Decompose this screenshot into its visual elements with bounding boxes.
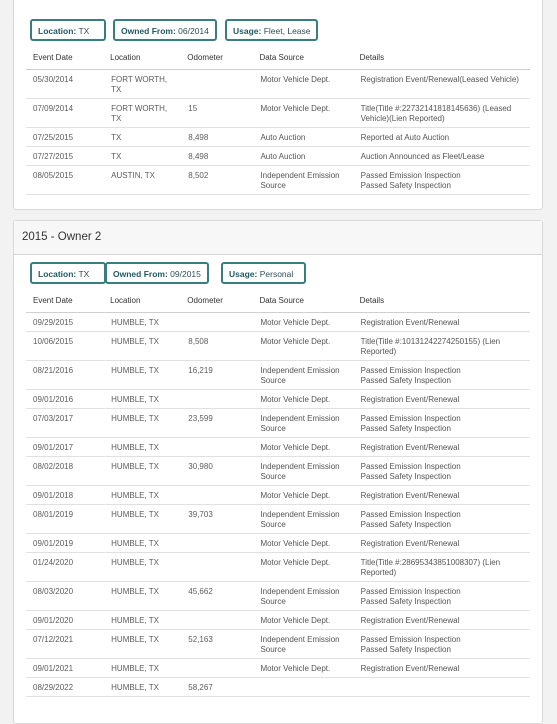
odometer-cell: 58,267 [187, 678, 259, 697]
event-date-cell: 09/01/2016 [26, 390, 110, 409]
event-date-cell: 08/01/2019 [26, 505, 110, 534]
odometer-cell [187, 553, 259, 582]
data-source-cell: Auto Auction [259, 147, 359, 166]
owned-from-badge: Owned From: 09/2015 [105, 262, 209, 284]
table-row [26, 486, 530, 505]
details-cell: Passed Emission Inspection Passed Safety Inspection [360, 166, 530, 195]
owner-2-rows [26, 313, 530, 697]
owner-1-badges [14, 19, 542, 43]
details-cell [360, 678, 530, 697]
location-badge: Location: TX [30, 19, 106, 41]
col-details: Details [360, 53, 530, 70]
details-cell: Title(Title #:10131242274250155) (Lien Reported) [360, 332, 530, 361]
col-odometer: Odometer [187, 296, 259, 313]
col-data-source: Data Source [259, 296, 359, 313]
table-row [26, 332, 530, 361]
owner-1-rows [26, 70, 530, 195]
col-odometer: Odometer [187, 53, 259, 70]
odometer-cell: 23,599 [187, 409, 259, 438]
odometer-cell: 8,502 [187, 166, 259, 195]
odometer-cell: 16,219 [187, 361, 259, 390]
details-cell: Registration Event/Renewal(Leased Vehicle) [360, 70, 530, 99]
location-cell: HUMBLE, TX [110, 678, 187, 697]
data-source-cell: Auto Auction [259, 128, 359, 147]
event-date-cell: 08/05/2015 [26, 166, 110, 195]
odometer-cell [187, 534, 259, 553]
table-row [26, 630, 530, 659]
event-date-cell: 10/06/2015 [26, 332, 110, 361]
data-source-cell: Independent Emission Source [259, 582, 359, 611]
event-date-cell: 09/01/2020 [26, 611, 110, 630]
owner-2-header: 2015 - Owner 2 [14, 221, 542, 255]
event-date-cell: 08/02/2018 [26, 457, 110, 486]
table-row [26, 166, 530, 195]
details-cell: Passed Emission Inspection Passed Safety Inspection [360, 582, 530, 611]
odometer-cell: 52,163 [187, 630, 259, 659]
event-date-cell: 07/25/2015 [26, 128, 110, 147]
col-details: Details [360, 296, 530, 313]
details-cell: Passed Emission Inspection Passed Safety Inspection [360, 457, 530, 486]
table-row [26, 438, 530, 457]
event-date-cell: 07/27/2015 [26, 147, 110, 166]
odometer-cell: 39,703 [187, 505, 259, 534]
location-cell: HUMBLE, TX [110, 390, 187, 409]
col-location: Location [110, 53, 187, 70]
col-event-date: Event Date [26, 53, 110, 70]
data-source-cell: Motor Vehicle Dept. [259, 534, 359, 553]
table-row [26, 409, 530, 438]
data-source-cell: Independent Emission Source [259, 630, 359, 659]
details-cell: Title(Title #:28695343851008307) (Lien Reported) [360, 553, 530, 582]
event-date-cell: 08/29/2022 [26, 678, 110, 697]
details-cell: Registration Event/Renewal [360, 659, 530, 678]
event-date-cell: 01/24/2020 [26, 553, 110, 582]
event-date-cell: 09/01/2018 [26, 486, 110, 505]
data-source-cell: Motor Vehicle Dept. [259, 611, 359, 630]
event-date-cell: 09/01/2019 [26, 534, 110, 553]
event-date-cell: 07/09/2014 [26, 99, 110, 128]
odometer-cell [187, 438, 259, 457]
data-source-cell: Motor Vehicle Dept. [259, 438, 359, 457]
data-source-cell: Motor Vehicle Dept. [259, 332, 359, 361]
table-row [26, 457, 530, 486]
location-cell: HUMBLE, TX [110, 630, 187, 659]
event-date-cell: 08/21/2016 [26, 361, 110, 390]
usage-badge: Usage: Fleet, Lease [225, 19, 318, 41]
odometer-cell: 30,980 [187, 457, 259, 486]
event-date-cell: 09/01/2017 [26, 438, 110, 457]
odometer-cell: 15 [187, 99, 259, 128]
event-date-cell: 07/12/2021 [26, 630, 110, 659]
table-header-row [26, 53, 530, 70]
location-cell: HUMBLE, TX [110, 486, 187, 505]
col-event-date: Event Date [26, 296, 110, 313]
odometer-cell: 8,498 [187, 147, 259, 166]
event-date-cell: 09/29/2015 [26, 313, 110, 332]
event-date-cell: 07/03/2017 [26, 409, 110, 438]
event-date-cell: 08/03/2020 [26, 582, 110, 611]
details-cell: Title(Title #:22732141818145636) (Leased Vehicle)(Lien Reported) [360, 99, 530, 128]
owner-2-history-table [26, 296, 530, 697]
odometer-cell [187, 313, 259, 332]
odometer-cell: 45,662 [187, 582, 259, 611]
details-cell: Registration Event/Renewal [360, 313, 530, 332]
table-header-row [26, 296, 530, 313]
details-cell: Registration Event/Renewal [360, 486, 530, 505]
details-cell: Passed Emission Inspection Passed Safety Inspection [360, 409, 530, 438]
data-source-cell: Motor Vehicle Dept. [259, 659, 359, 678]
table-row [26, 659, 530, 678]
location-cell: HUMBLE, TX [110, 611, 187, 630]
usage-badge: Usage: Personal [221, 262, 306, 284]
odometer-cell: 8,498 [187, 128, 259, 147]
location-cell: HUMBLE, TX [110, 534, 187, 553]
table-row [26, 678, 530, 697]
location-cell: HUMBLE, TX [110, 457, 187, 486]
odometer-cell [187, 486, 259, 505]
owner-2-badges [14, 262, 542, 286]
details-cell: Registration Event/Renewal [360, 438, 530, 457]
data-source-cell: Motor Vehicle Dept. [259, 99, 359, 128]
table-row [26, 611, 530, 630]
owner-1-history-table [26, 53, 530, 195]
location-cell: HUMBLE, TX [110, 438, 187, 457]
details-cell: Passed Emission Inspection Passed Safety Inspection [360, 630, 530, 659]
details-cell: Passed Emission Inspection Passed Safety Inspection [360, 505, 530, 534]
data-source-cell: Motor Vehicle Dept. [259, 486, 359, 505]
odometer-cell [187, 70, 259, 99]
event-date-cell: 09/01/2021 [26, 659, 110, 678]
location-cell: HUMBLE, TX [110, 659, 187, 678]
owned-from-badge: Owned From: 06/2014 [113, 19, 217, 41]
data-source-cell: Motor Vehicle Dept. [259, 390, 359, 409]
table-row [26, 505, 530, 534]
col-data-source: Data Source [259, 53, 359, 70]
data-source-cell: Independent Emission Source [259, 409, 359, 438]
details-cell: Registration Event/Renewal [360, 611, 530, 630]
location-cell: HUMBLE, TX [110, 332, 187, 361]
data-source-cell: Motor Vehicle Dept. [259, 313, 359, 332]
details-cell: Registration Event/Renewal [360, 534, 530, 553]
table-row [26, 313, 530, 332]
location-cell: HUMBLE, TX [110, 313, 187, 332]
table-row [26, 147, 530, 166]
location-badge: Location: TX [30, 262, 106, 284]
location-cell: AUSTIN, TX [110, 166, 187, 195]
table-row [26, 70, 530, 99]
location-cell: HUMBLE, TX [110, 505, 187, 534]
location-cell: HUMBLE, TX [110, 361, 187, 390]
details-cell: Auction Announced as Fleet/Lease [360, 147, 530, 166]
data-source-cell: Independent Emission Source [259, 166, 359, 195]
location-cell: TX [110, 128, 187, 147]
owner-2-card [13, 220, 543, 724]
odometer-cell [187, 611, 259, 630]
odometer-cell [187, 659, 259, 678]
odometer-cell [187, 390, 259, 409]
location-cell: HUMBLE, TX [110, 553, 187, 582]
table-row [26, 99, 530, 128]
location-cell: TX [110, 147, 187, 166]
odometer-cell: 8,508 [187, 332, 259, 361]
table-row [26, 534, 530, 553]
details-cell: Passed Emission Inspection Passed Safety Inspection [360, 361, 530, 390]
data-source-cell: Independent Emission Source [259, 505, 359, 534]
details-cell: Registration Event/Renewal [360, 390, 530, 409]
location-cell: FORT WORTH, TX [110, 70, 187, 99]
table-row [26, 128, 530, 147]
data-source-cell: Independent Emission Source [259, 457, 359, 486]
data-source-cell: Motor Vehicle Dept. [259, 70, 359, 99]
owner-1-card [13, 0, 543, 210]
location-cell: FORT WORTH, TX [110, 99, 187, 128]
table-row [26, 553, 530, 582]
details-cell: Reported at Auto Auction [360, 128, 530, 147]
table-row [26, 582, 530, 611]
table-row [26, 390, 530, 409]
data-source-cell: Independent Emission Source [259, 361, 359, 390]
col-location: Location [110, 296, 187, 313]
location-cell: HUMBLE, TX [110, 582, 187, 611]
table-row [26, 361, 530, 390]
data-source-cell: Motor Vehicle Dept. [259, 553, 359, 582]
data-source-cell [259, 678, 359, 697]
event-date-cell: 05/30/2014 [26, 70, 110, 99]
location-cell: HUMBLE, TX [110, 409, 187, 438]
